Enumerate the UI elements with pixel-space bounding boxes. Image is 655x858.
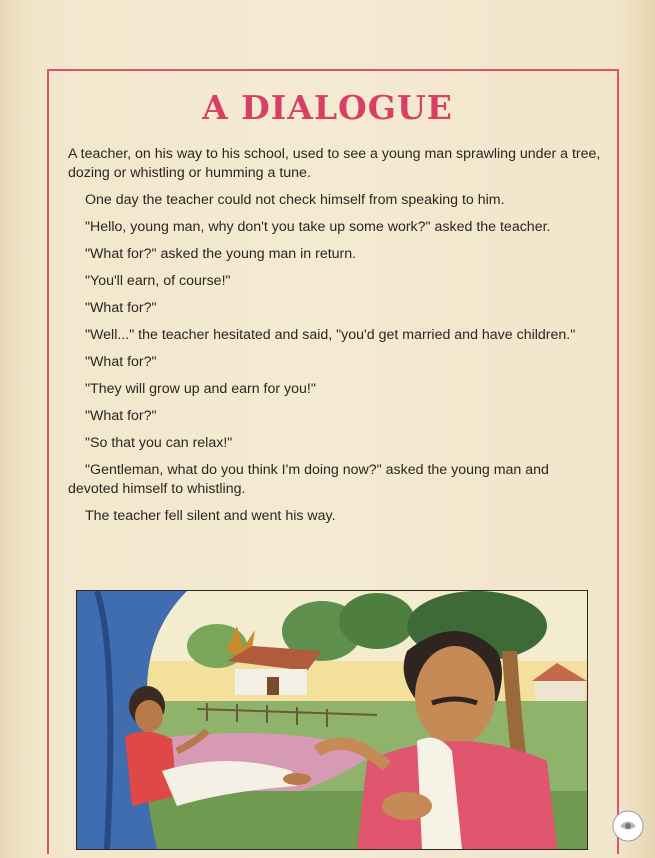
paragraph: The teacher fell silent and went his way. — [85, 508, 336, 524]
page-title: A DIALOGUE — [202, 88, 453, 127]
story-text — [68, 145, 603, 534]
library-stamp-logo — [611, 809, 645, 843]
paragraph: "So that you can relax!" — [85, 435, 233, 451]
paragraph: "They will grow up and earn for you!" — [85, 381, 316, 397]
paragraph: "Hello, young man, why don't you take up some work?" asked the teacher. — [85, 219, 551, 235]
paragraph: "Gentleman, what do you think I'm doing now?" asked the young man and devoted himself to whistling. — [68, 462, 549, 497]
paragraph: One day the teacher could not check himself from speaking to him. — [85, 192, 505, 208]
illustration-scene — [77, 591, 587, 849]
paragraph: "You'll earn, of course!" — [85, 273, 231, 289]
paragraph: "Well..." the teacher hesitated and said, "you'd get married and have children." — [85, 327, 576, 343]
paragraph: "What for?" — [85, 300, 157, 316]
paragraph: "What for?" — [85, 354, 157, 370]
paragraph: "What for?" — [85, 408, 157, 424]
paragraph: "What for?" asked the young man in return. — [85, 246, 357, 262]
story-illustration — [76, 590, 588, 850]
paragraph: A teacher, on his way to his school, used to see a young man sprawling under a tree, dozing or whistling or humming a tune. — [68, 146, 601, 181]
